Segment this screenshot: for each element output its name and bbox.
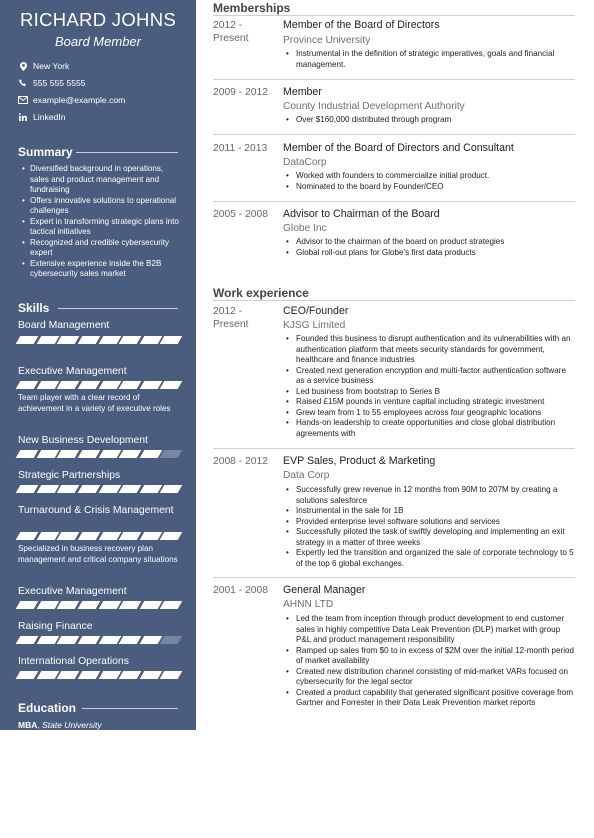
skill-level-bar <box>18 601 180 609</box>
contact-linkedin-text[interactable]: LinkedIn <box>33 112 66 122</box>
entry-divider <box>213 577 575 578</box>
skill-segment-filled <box>16 336 38 344</box>
skill-level-bar <box>18 636 180 644</box>
work-title: CEO/Founder <box>283 305 349 317</box>
skill-segment-filled <box>160 532 182 540</box>
entry-divider <box>213 134 575 135</box>
skill-segment-filled <box>98 485 120 493</box>
contact-phone <box>18 78 86 88</box>
membership-bullets <box>286 237 576 258</box>
skill-segment-filled <box>78 381 100 389</box>
skill-segment-filled <box>16 485 38 493</box>
skill-name: Executive Management <box>18 366 127 377</box>
skill-level-bar <box>18 336 180 344</box>
skill-segment-empty <box>160 450 182 458</box>
membership-date: 2011 - 2013 <box>213 143 268 154</box>
skill-segment-filled <box>16 636 38 644</box>
skill-description: Team player with a clear record of achievement in a variety of executive roles <box>18 393 171 413</box>
work-org: AHNN LTD <box>283 599 334 610</box>
summary-list <box>22 164 184 280</box>
work-title: EVP Sales, Product & Marketing <box>283 455 436 467</box>
summary-item: • Diversified background in operations, sales and product management and fundraising <box>22 164 184 196</box>
skill-segment-filled <box>16 671 38 679</box>
skill-segment-filled <box>139 381 161 389</box>
membership-bullets <box>286 171 576 192</box>
skill-segment-filled <box>98 636 120 644</box>
work-org: KJSG Limited <box>283 320 346 331</box>
candidate-role: Board Member <box>55 34 141 49</box>
skill-segment-filled <box>119 636 141 644</box>
skill-segment-filled <box>139 450 161 458</box>
linkedin-icon <box>18 113 28 121</box>
skill-segment-filled <box>119 336 141 344</box>
work-date: 2008 - 2012 <box>213 456 268 467</box>
bullet-item: • Instrumental in the definition of strategic imperatives, goals and financial management. <box>286 49 576 70</box>
skill-segment-filled <box>98 601 120 609</box>
bullet-item: • Over $160,000 distributed through program <box>286 115 576 126</box>
bullet-item: • Ramped up sales from $0 to in excess of $2M over the initial 12-month period of market availability <box>286 646 576 667</box>
skill-segment-filled <box>139 636 161 644</box>
phone-icon <box>18 79 28 87</box>
work-date: 2001 - 2008 <box>213 585 268 596</box>
bullet-item: • Instrumental in the sale for 1B <box>286 506 576 517</box>
bullet-item: • Global roll-out plans for Globe's first data products <box>286 248 576 259</box>
skill-segment-filled <box>98 381 120 389</box>
skill-segment-filled <box>160 381 182 389</box>
sidebar <box>0 0 196 730</box>
contact-location-text: New York <box>33 61 70 71</box>
skill-name: Executive Management <box>18 586 127 597</box>
membership-date: 2005 - 2008 <box>213 209 268 220</box>
skill-level-bar <box>18 381 180 389</box>
skill-segment-filled <box>119 671 141 679</box>
education-school: State University <box>42 720 102 730</box>
bullet-item: • Hands-on leadership to create opportunities and close global distribution agreements with <box>286 418 576 439</box>
membership-org: Globe Inc <box>283 223 327 234</box>
skill-segment-filled <box>36 636 58 644</box>
skill-segment-filled <box>98 336 120 344</box>
skill-segment-filled <box>36 532 58 540</box>
contact-phone-text: 555 555 5555 <box>33 78 86 88</box>
summary-item: • Extensive experience inside the B2B cybersecurity sales market <box>22 259 184 280</box>
skill-segment-filled <box>119 381 141 389</box>
membership-bullets <box>286 49 576 70</box>
work-heading: Work experience <box>213 286 309 300</box>
membership-title: Advisor to Chairman of the Board <box>283 208 440 220</box>
skill-segment-filled <box>98 450 120 458</box>
bullet-item: • Raised £15M pounds in venture capital including strategic investment <box>286 397 576 408</box>
education-degree: MBA <box>18 720 38 730</box>
contact-linkedin[interactable] <box>18 112 66 122</box>
skill-segment-filled <box>16 601 38 609</box>
skill-segment-empty <box>160 636 182 644</box>
bullet-item: • Successfully piloted the task of swiftly developing and implementing an exit strategy in a matter of three weeks <box>286 527 576 548</box>
bullet-item: • Provided enterprise level software solutions and services <box>286 517 576 528</box>
skill-name: International Operations <box>18 656 129 667</box>
skill-segment-filled <box>16 381 38 389</box>
skill-segment-filled <box>36 336 58 344</box>
bullet-item: • Led business from bootstrap to Series B <box>286 387 576 398</box>
bullet-item: • Created a product capability that generated significant positive coverage from Gartner and Forrester in their Data Leak Prevention market reports <box>286 688 576 709</box>
skill-segment-filled <box>36 671 58 679</box>
skill-level-bar <box>18 671 180 679</box>
bullet-item: • Expertly led the transition and organized the sale of corporate technology to 5 of the top 6 global exchanges. <box>286 548 576 569</box>
email-icon <box>18 96 28 104</box>
skill-segment-filled <box>57 485 79 493</box>
skill-segment-filled <box>57 532 79 540</box>
skill-segment-filled <box>36 450 58 458</box>
bullet-item: • Worked with founders to commercialize initial product. <box>286 171 576 182</box>
contact-email-text[interactable]: example@example.com <box>33 95 126 105</box>
skill-segment-filled <box>57 381 79 389</box>
entry-divider <box>213 448 575 449</box>
skill-segment-filled <box>36 485 58 493</box>
bullet-item: • Successfully grew revenue in 12 months from 90M to 207M by creating a solutions salesforce <box>286 485 576 506</box>
skill-segment-filled <box>78 450 100 458</box>
skill-segment-filled <box>36 381 58 389</box>
skill-segment-filled <box>119 601 141 609</box>
skill-segment-filled <box>78 532 100 540</box>
membership-org: County Industrial Development Authority <box>283 101 465 112</box>
skill-segment-filled <box>78 636 100 644</box>
skills-divider <box>58 308 178 309</box>
memberships-heading: Memberships <box>213 1 291 15</box>
skill-segment-filled <box>78 601 100 609</box>
skill-segment-filled <box>139 671 161 679</box>
summary-item: • Recognized and credible cybersecurity expert <box>22 238 184 259</box>
skill-segment-filled <box>57 450 79 458</box>
bullet-item: • Nominated to the board by Founder/CEO <box>286 182 576 193</box>
skill-level-bar <box>18 450 180 458</box>
skill-segment-filled <box>78 671 100 679</box>
bullet-item: • Led the team from inception through product development to end customer sales in highly competitive Data Leak Prevention (DLP) market with group P&L and product management responsibility <box>286 614 576 646</box>
summary-item: • Expert in transforming strategic plans into tactical initiatives <box>22 217 184 238</box>
education-entry: MBA, State University <box>18 720 102 730</box>
membership-title: Member of the Board of Directors and Consultant <box>283 142 514 154</box>
membership-bullets <box>286 115 576 126</box>
skill-segment-filled <box>57 601 79 609</box>
membership-date: 2012 - Present <box>213 20 249 44</box>
skill-name: New Business Development <box>18 435 148 446</box>
skill-level-bar <box>18 532 180 540</box>
contact-location <box>18 61 69 71</box>
skill-segment-filled <box>119 532 141 540</box>
work-org: Data Corp <box>283 470 330 481</box>
skill-segment-filled <box>57 671 79 679</box>
work-divider <box>213 300 575 301</box>
skill-segment-filled <box>160 671 182 679</box>
skill-segment-filled <box>160 336 182 344</box>
memberships-divider <box>213 15 575 16</box>
work-date: 2012 - Present <box>213 306 249 330</box>
skill-segment-filled <box>139 485 161 493</box>
skill-segment-filled <box>139 336 161 344</box>
candidate-name: RICHARD JOHNS <box>19 9 177 30</box>
entry-divider <box>213 201 575 202</box>
skill-segment-filled <box>16 532 38 540</box>
summary-divider <box>76 152 178 153</box>
skill-name: Turnaround & Crisis Management <box>18 505 174 516</box>
skill-segment-filled <box>160 601 182 609</box>
bullet-item: • Created next generation encryption and multi-factor authentication software as a service business <box>286 366 576 387</box>
membership-date: 2009 - 2012 <box>213 87 268 98</box>
bullet-item: • Grew team from 1 to 55 employees across four geographic locations <box>286 408 576 419</box>
skill-segment-filled <box>78 336 100 344</box>
membership-org: DataCorp <box>283 157 327 168</box>
summary-heading: Summary <box>18 145 73 159</box>
education-divider <box>82 708 178 709</box>
bullet-item: • Founded this business to disrupt authentication and its vulnerabilities with an authentication platform that meets security standards for government, healthcare and finance industries <box>286 334 576 366</box>
education-heading: Education <box>18 701 77 715</box>
map-pin-icon <box>18 62 28 71</box>
work-title: General Manager <box>283 584 366 596</box>
entry-divider <box>213 79 575 80</box>
skill-segment-filled <box>78 485 100 493</box>
skill-segment-filled <box>119 485 141 493</box>
skill-level-bar <box>18 485 180 493</box>
skill-description: Specialized in business recovery plan management and critical company situations <box>18 544 178 564</box>
membership-title: Member <box>283 86 322 98</box>
contact-email[interactable] <box>18 95 125 105</box>
skill-name: Strategic Partnerships <box>18 470 121 481</box>
skill-segment-filled <box>16 450 38 458</box>
skill-segment-filled <box>98 532 120 540</box>
summary-item: • Offers innovative solutions to operational challenges <box>22 196 184 217</box>
membership-org: Province University <box>283 35 371 46</box>
skill-segment-filled <box>98 671 120 679</box>
skill-segment-filled <box>119 450 141 458</box>
skill-segment-filled <box>160 485 182 493</box>
skills-heading: Skills <box>18 301 50 315</box>
skill-segment-filled <box>139 601 161 609</box>
bullet-item: • Created new distribution channel consisting of mid-market VARs focused on cybersecurity for the legal sector <box>286 667 576 688</box>
membership-title: Member of the Board of Directors <box>283 19 440 31</box>
work-bullets <box>286 334 576 439</box>
skill-segment-filled <box>57 336 79 344</box>
work-bullets <box>286 614 576 709</box>
skill-name: Board Management <box>18 320 110 331</box>
work-bullets <box>286 485 576 569</box>
skill-name: Raising Finance <box>18 621 93 632</box>
bullet-item: • Advisor to the chairman of the board on product strategies <box>286 237 576 248</box>
skill-segment-filled <box>36 601 58 609</box>
skill-segment-filled <box>57 636 79 644</box>
skill-segment-filled <box>139 532 161 540</box>
